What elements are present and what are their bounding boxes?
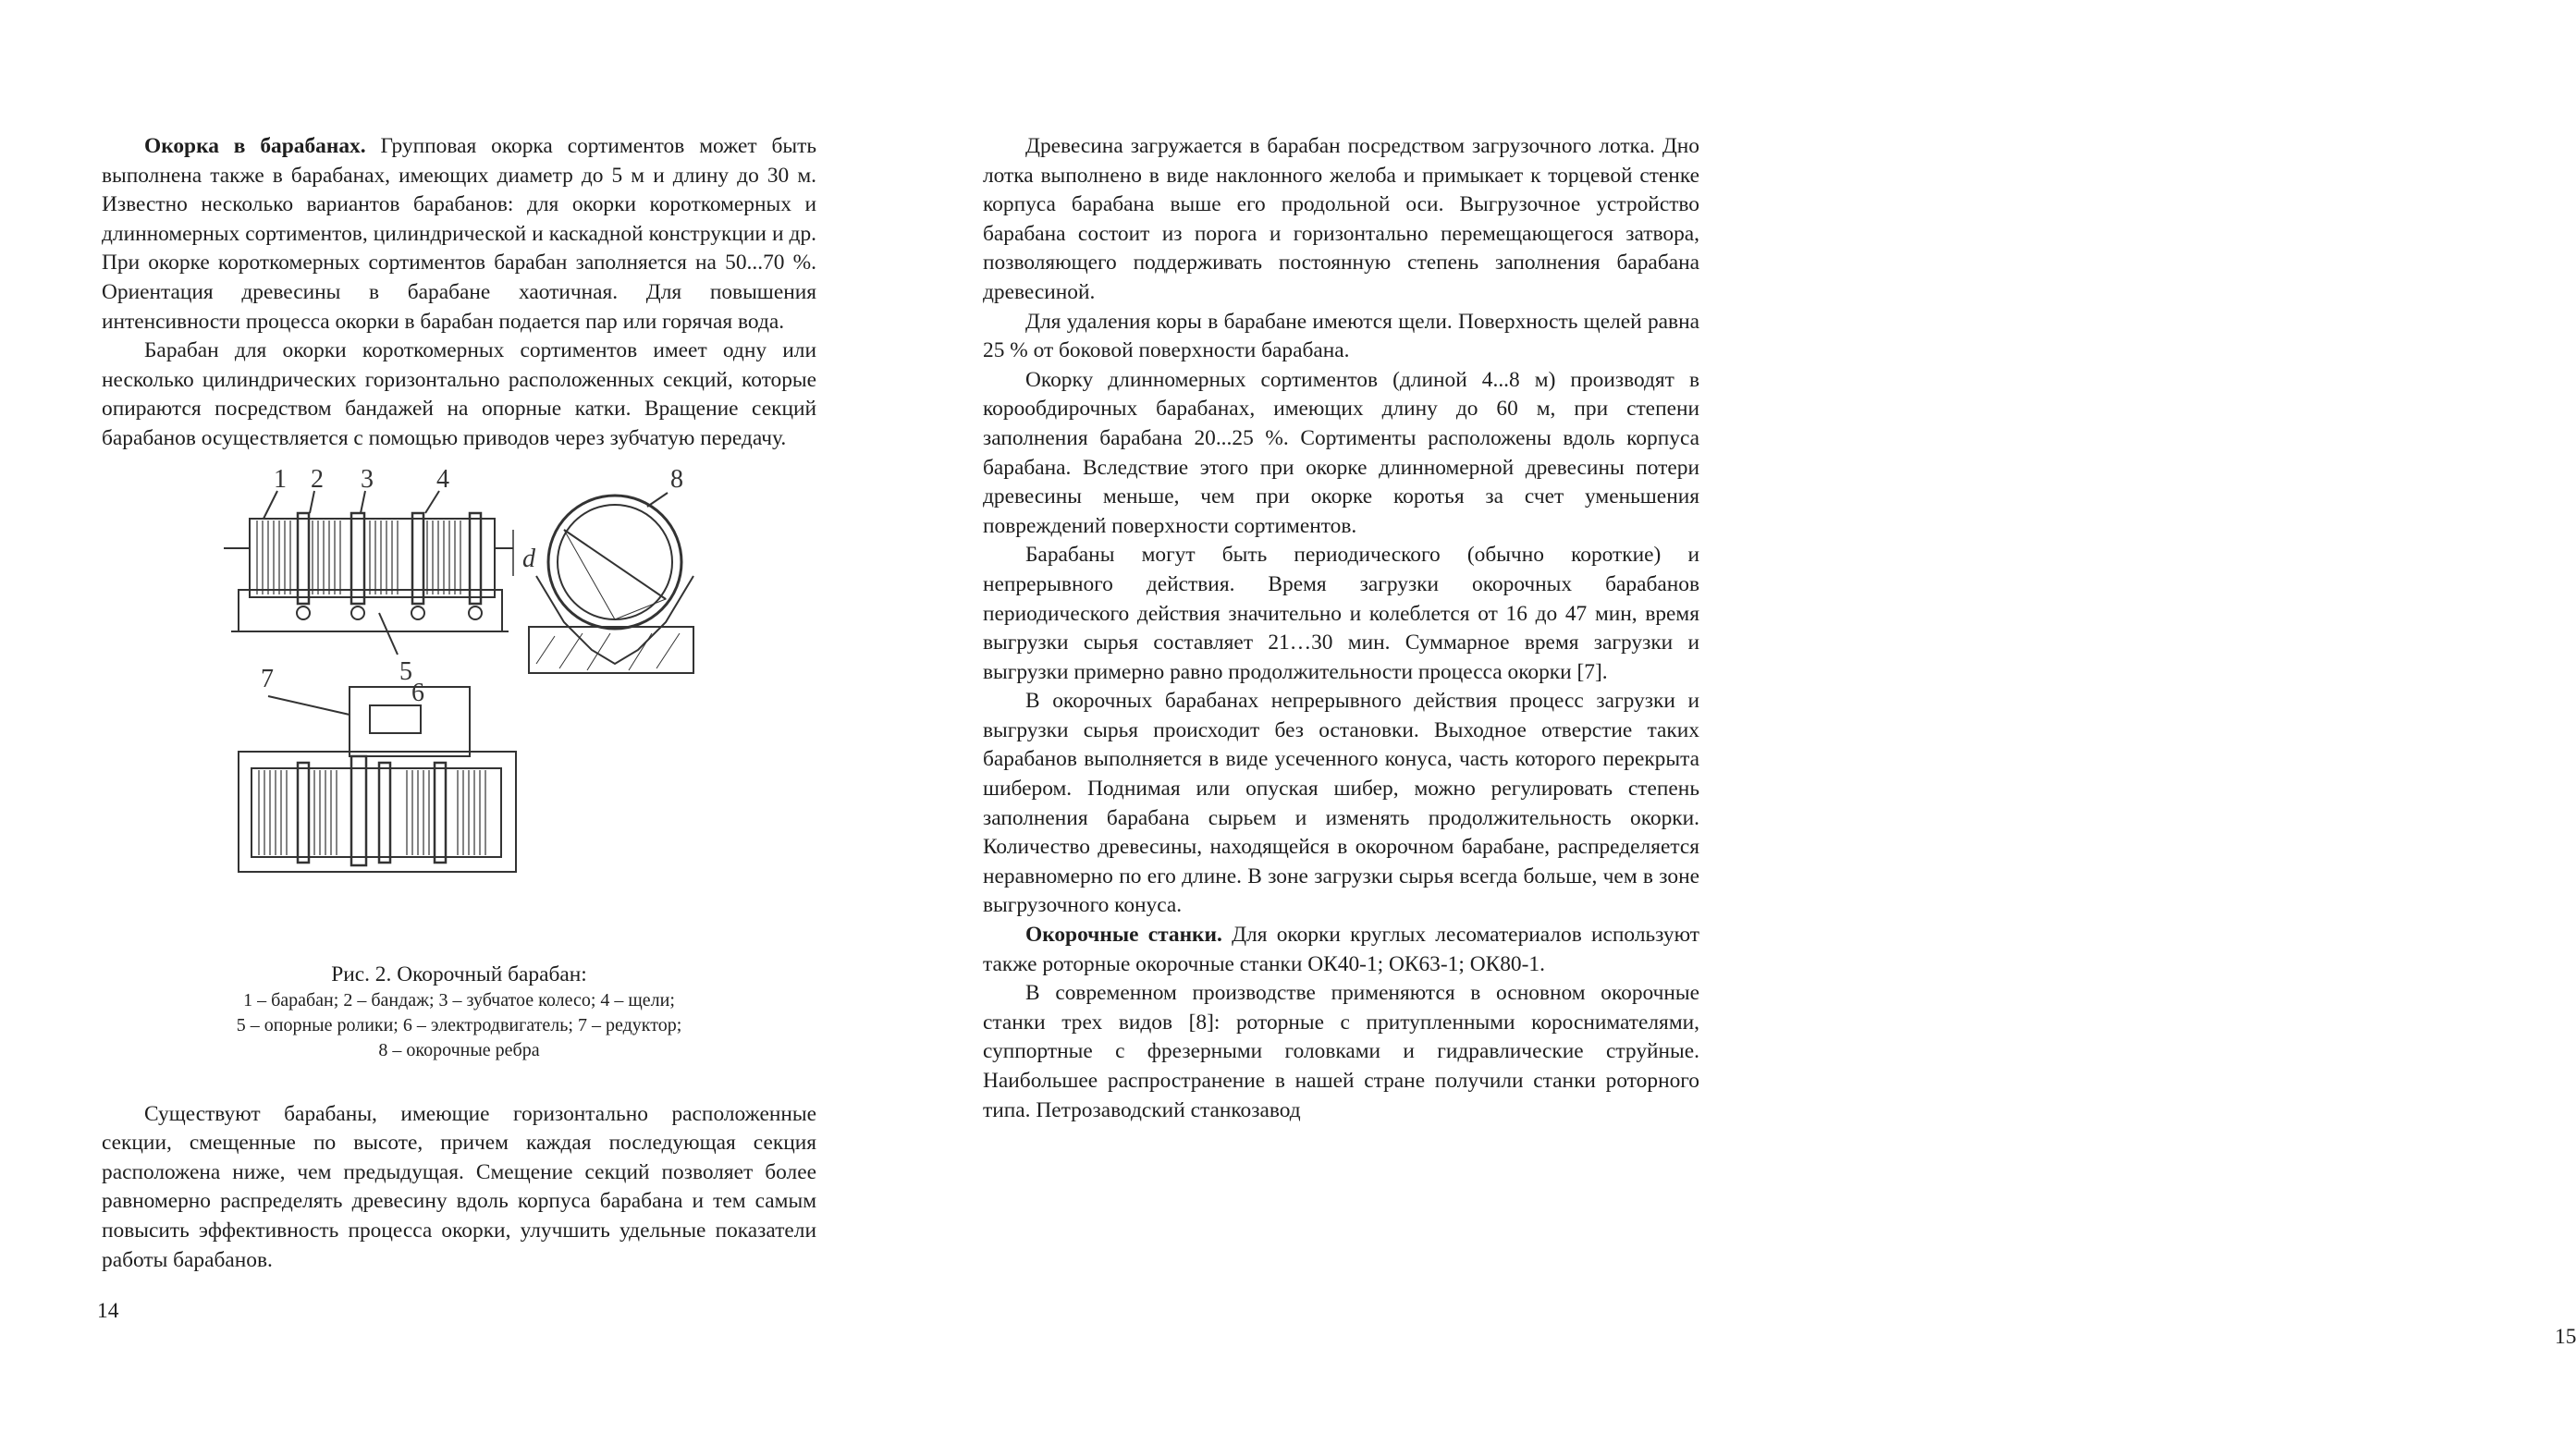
right-paragraph-6	[983, 921, 1699, 979]
caption-line-1: 1 – барабан; 2 – бандаж; 3 – зубчатое колесо; 4 – щели;	[243, 989, 675, 1010]
left-paragraph-3: Существуют барабаны, имеющие горизонтально расположенные секции, смещенные по высоте, причем каждая последующая секция расположена ниже, чем предыдущая. Смещение секций позволяет более равномерно распределять древесину вдоль корпуса барабана и тем самым повысить эффективность процесса окорки, улучшить удельные показатели работы барабанов.	[102, 1101, 816, 1272]
drum-body-side	[250, 519, 495, 597]
drive-housing	[350, 687, 470, 756]
page-number-right: 15	[2555, 1325, 2576, 1349]
right-paragraph-4: Барабаны могут быть периодического (обычно короткие) и непрерывного действия. Время загрузки окорочных барабанов периодического действия значительно и колеблется от 16 до 47 мин, время выгрузки сырья составляет 21…30 мин. Суммарное время загрузки и выгрузки примерно равно продолжительности процесса окорки [7].	[983, 543, 1699, 684]
caption-line-3: 8 – окорочные ребра	[378, 1039, 540, 1060]
section-heading-machines: Окорочные станки.	[1025, 923, 1222, 948]
drum-base	[239, 590, 502, 631]
label-d: d	[522, 544, 535, 573]
right-paragraph-5: В окорочных барабанах непрерывного действия процесс загрузки и выгрузки сырья происходит без остановки. Выходное отверстие таких барабанов выполняется в виде усеченного конуса, часть которого перекрыта шибером. Поднимая или опуская шибер, можно регулировать степень заполнения барабана сырьем и изменять продолжительность окорки. Количество древесины, находящейся в окорочном барабане, распределяется неравномерно по его длине. В зоне загрузки сырья всегда больше, чем в зоне выгрузочного конуса.	[983, 689, 1699, 918]
left-paragraph-1-text: Групповая окорка сортиментов может быть выполнена также в барабанах, имеющих диаметр до 5 м и длину до 30 м. Известно несколько вариантов барабанов: для окорки короткомерных и длинномерных сортиментов, цилиндрической и каскадной конструкции и др. При окорке короткомерных сортиментов барабан заполняется на 50...70 %. Ориентация древесины в барабане хаотичная. Для повышения интенсивности процесса окорки в барабан подается пар или горячая вода.	[102, 134, 816, 334]
label-3: 3	[361, 464, 374, 494]
caption-line-2: 5 – опорные ролики; 6 – электродвигатель; 7 – редуктор;	[236, 1014, 682, 1035]
figure-caption	[102, 961, 816, 1063]
right-paragraph-2: Для удаления коры в барабане имеются щели. Поверхность щелей равна 25 % от боковой поверхности барабана.	[983, 309, 1699, 363]
label-5: 5	[399, 656, 412, 686]
label-7: 7	[261, 664, 274, 693]
section-heading-drums: Окорка в барабанах.	[144, 134, 366, 158]
label-4: 4	[436, 464, 449, 494]
drum-diagram	[102, 464, 816, 955]
motor	[370, 705, 421, 733]
left-text-column	[102, 132, 816, 1275]
right-paragraph-1: Древесина загружается в барабан посредством загрузочного лотка. Дно лотка выполнено в виде наклонного желоба и примыкает к торцевой стенке корпуса барабана выше его продольной оси. Выгрузочное устройство барабана состоит из порога и горизонтально перемещающегося затвора, позволяющего поддерживать постоянную степень заполнения барабана древесиной.	[983, 134, 1699, 304]
caption-title: Рис. 2. Окорочный барабан:	[331, 961, 587, 986]
page-number-left: 14	[97, 1299, 119, 1323]
right-paragraph-7: В современном производстве применяются в основном окорочные станки трех видов [8]: роторные с притупленными короснимателями, суппортные с фрезерными головками и гидравлические струйные. Наибольшее распространение в нашей стране получили станки роторного типа. Петрозаводский станкозавод	[983, 981, 1699, 1122]
right-paragraph-6-text: Для окорки круглых лесоматериалов используют также роторные окорочные станки ОК40-1; ОК63-1; ОК80-1.	[983, 923, 1699, 976]
left-paragraph-1	[102, 132, 816, 337]
right-text-column	[983, 132, 1699, 1125]
right-paragraph-3: Окорку длинномерных сортиментов (длиной 4...8 м) производят в корообдирочных барабанах, имеющих длину до 60 м, при степени заполнения барабана 20...25 %. Сортименты расположены вдоль корпуса барабана. Вследствие этого при окорке длинномерной древесины потери древесины меньше, чем при окорке коротья за счет уменьшения повреждений поверхности сортиментов.	[983, 367, 1699, 538]
figure-debarking-drum	[102, 464, 816, 955]
left-paragraph-2: Барабан для окорки короткомерных сортиментов имеет одну или несколько цилиндрических горизонтально расположенных секций, которые опираются посредством бандажей на опорные катки. Вращение секций барабанов осуществляется с помощью приводов через зубчатую передачу.	[102, 338, 816, 450]
drum-end-view	[548, 496, 681, 629]
label-6: 6	[411, 678, 424, 707]
label-1: 1	[274, 464, 287, 494]
label-2: 2	[311, 464, 324, 494]
label-8: 8	[670, 464, 683, 494]
